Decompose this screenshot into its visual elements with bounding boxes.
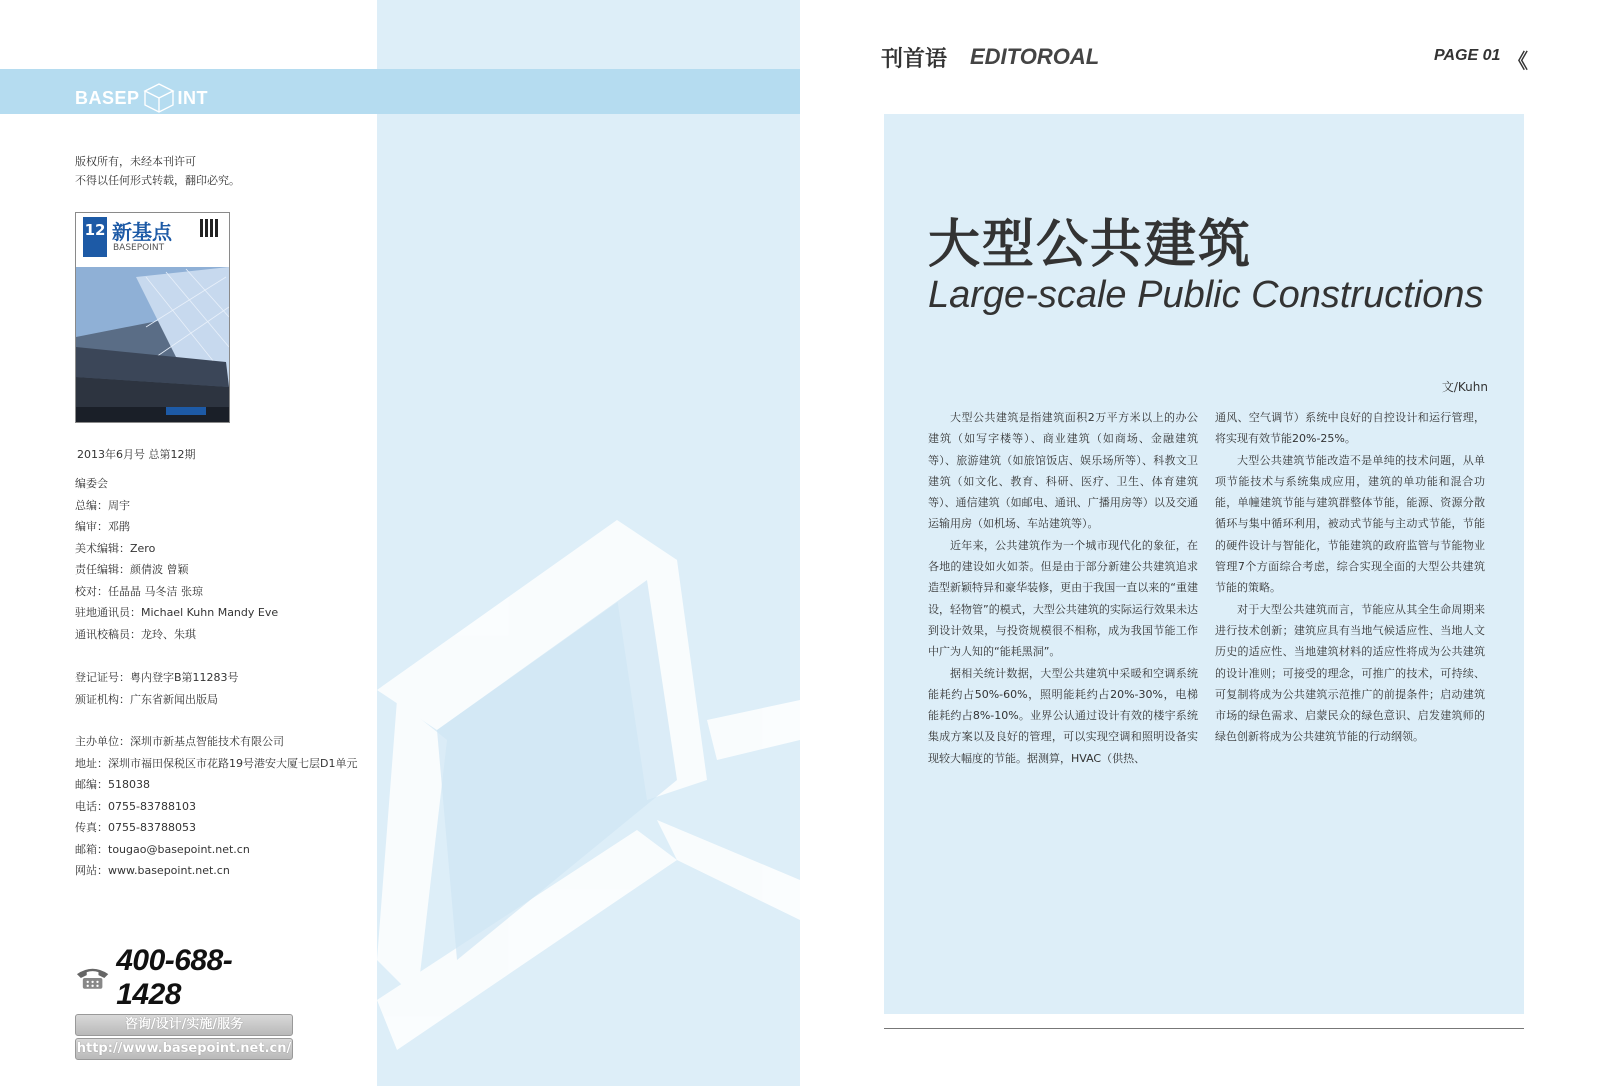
contact-line: 地址：深圳市福田保税区市花路19号港安大厦七层D1单元 [75,756,358,770]
logo-text-part2: INT [177,87,209,108]
cube-logo-icon [142,82,176,114]
staff-line: 总编：周宇 [75,498,130,512]
basepoint-logo [75,82,208,114]
section-title-cn: 刊首语 [881,46,948,72]
copyright-line: 版权所有，未经本刊许可 [75,155,196,168]
hotline-row [75,944,293,1012]
article-panel [884,114,1524,1014]
website-link[interactable]: http://www.basepoint.net.cn/ [75,1038,293,1060]
service-slogan: 咨询/设计/实施/服务 [75,1014,293,1036]
article-paragraph: 对于大型公共建筑而言，节能应从其全生命周期来进行技术创新；建筑应具有当地气候适应性、当地人文历史的适应性、当地建筑材料的适应性将成为公共建筑的设计准则；可接受的理念，可推广的技术，可持续、可复制将成为公共建筑示范推广的前提条件；启动建筑市场的绿色需求、启蒙民众的绿色意识、启发建筑师的绿色创新将成为公共建筑节能的行动纲领。 [1215,602,1485,744]
staff-line: 编审：邓鹃 [75,520,130,533]
cover-subtitle: BASEPOINT [113,243,165,253]
right-page [800,0,1600,1086]
article-paragraph: 据相关统计数据，大型公共建筑中采暖和空调系统能耗约占50%-60%，照明能耗约占20%-30%，电梯能耗约占8%-10%。业界公认通过设计有效的楼宇系统集成方案以及良好的管理，可以实现空调和照明设备实现较大幅度的节能。据测算，HVAC（供热、 [928,666,1198,765]
hotline-block [75,944,293,1060]
article-paragraph: 大型公共建筑节能改造不是单纯的技术问题，从单项节能技术与系统集成应用，建筑的单功能和混合功能，单幢建筑节能与建筑群整体节能，能源、资源分散循环与集中循环利用，被动式节能与主动式节能，节能的硬件设计与智能化，节能建筑的政府监管与节能物业管理7个方面综合考虑，综合实现全面的大型公共建筑节能的策略。 [1215,453,1485,595]
article-paragraph: 大型公共建筑是指建筑面积2万平方米以上的办公建筑（如写字楼等）、商业建筑（如商场、金融建筑等）、旅游建筑（如旅馆饭店、娱乐场所等）、科教文卫建筑（如文化、教育、科研、医疗、卫生、体育建筑等）、通信建筑（如邮电、通讯、广播用房等）以及交通运输用房（如机场、车站建筑等）。 [928,411,1198,531]
editorial-staff [75,473,278,645]
article-author: 文/Kuhn [1441,380,1488,394]
article-paragraph: 近年来，公共建筑作为一个城市现代化的象征，在各地的建设如火如荼。但是由于部分新建公共建筑追求造型新颖特异和豪华装修，更由于我国一直以来的“重建设，轻物管”的模式，大型公共建筑的实际运行效果未达到设计效果，与投资规模很不相称，成为我国节能工作中广为人知的“能耗黑洞”。 [928,538,1198,659]
staff-line: 编委会 [75,477,108,490]
contact-line: 主办单位：深圳市新基点智能技术有限公司 [75,735,284,748]
section-title-en: EDITOROAL [970,44,1100,69]
article-column-2 [1215,407,1485,748]
contact-line: 电话：0755-83788103 [75,799,196,813]
magazine-cover [75,212,230,423]
double-chevron-left-icon: 《 [1508,49,1528,73]
decorative-panel [377,0,800,1086]
page-number: PAGE 01 [1434,47,1501,64]
cube-graphic [377,0,800,1086]
contact-line: 网站：www.basepoint.net.cn [75,864,230,877]
cover-photo [76,267,229,422]
issue-info: 2013年6月号 总第12期 [77,448,196,461]
article-column-1 [928,407,1198,769]
cover-header [76,213,229,267]
contact-info [75,731,357,882]
registration-info [75,667,239,710]
cover-issue-number: 12 [83,217,107,257]
cover-title: 新基点 [112,220,172,244]
staff-line: 校对：任晶晶 马冬洁 张琼 [75,584,203,598]
contact-line: 邮箱：tougao@basepoint.net.cn [75,842,250,856]
logo-text-part1: BASEP [75,87,140,108]
copyright-notice [75,152,240,190]
article-paragraph: 通风、空气调节）系统中良好的自控设计和运行管理，将实现有效节能20%-25%。 [1215,411,1485,446]
staff-line: 驻地通讯员：Michael Kuhn Mandy Eve [75,606,279,619]
registration-line: 颁证机构：广东省新闻出版局 [75,692,218,706]
staff-line: 责任编辑：颜倩波 曾颖 [75,563,189,576]
qr-code-icon [200,219,218,237]
bottom-divider [884,1028,1524,1029]
telephone-icon [75,965,110,991]
staff-line: 通讯校稿员：龙玲、朱琪 [75,627,196,641]
contact-line: 邮编：518038 [75,778,150,791]
registration-line: 登记证号：粤内登字B第11283号 [75,671,239,684]
article-title-en: Large-scale Public Constructions [928,274,1484,316]
staff-line: 美术编辑：Zero [75,541,156,555]
copyright-line: 不得以任何形式转载，翻印必究。 [75,174,240,187]
contact-line: 传真：0755-83788053 [75,821,196,834]
hotline-number: 400-688-1428 [116,944,233,1011]
article-title-cn: 大型公共建筑 [928,215,1253,275]
